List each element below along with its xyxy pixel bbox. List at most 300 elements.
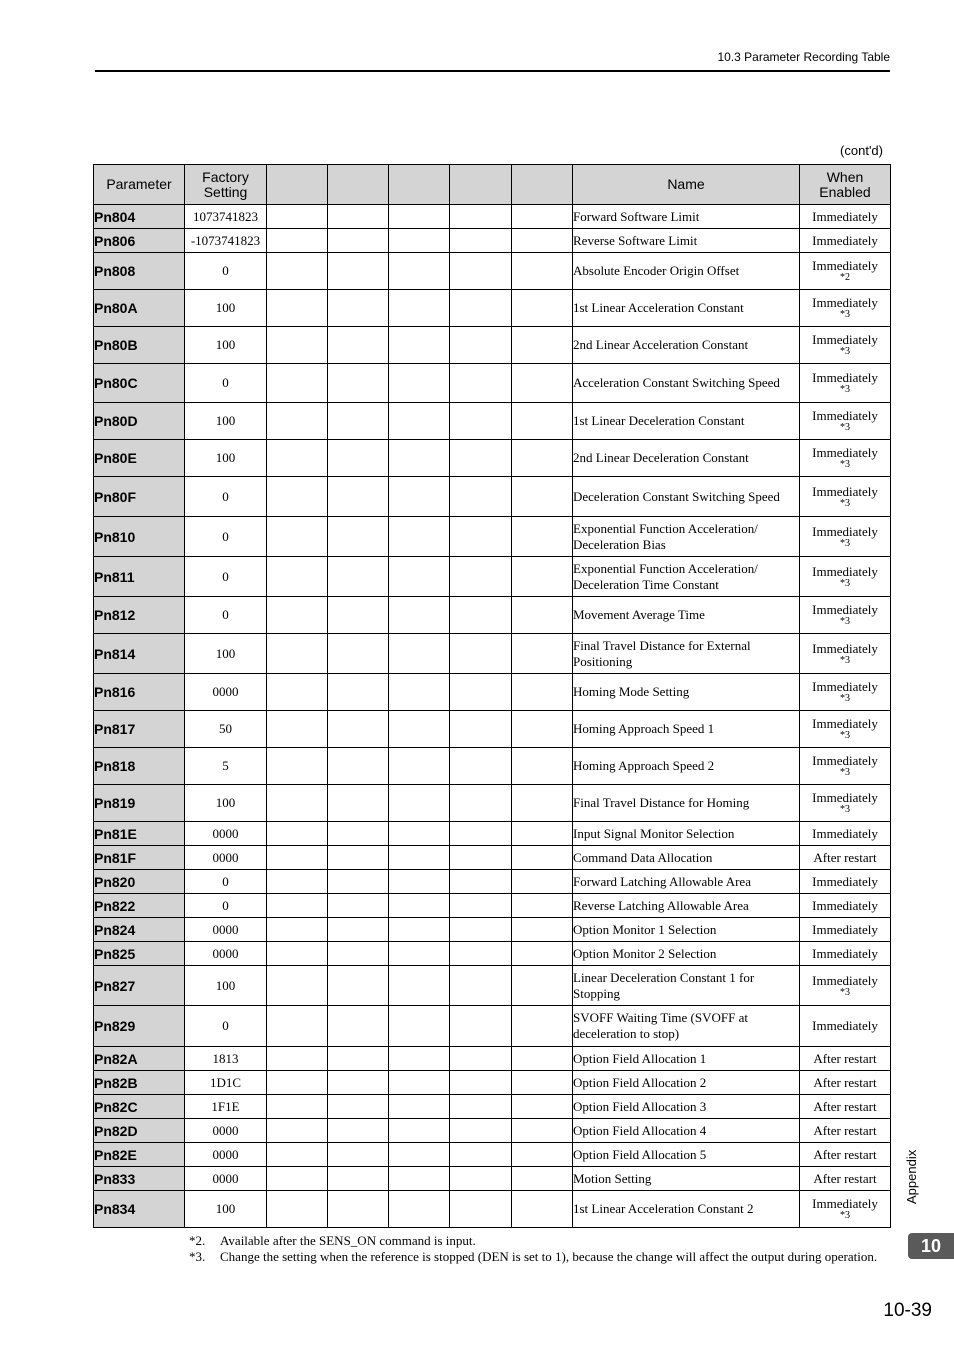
parameter-cell: Pn80D: [94, 403, 185, 440]
footnote-mark: *3.: [189, 1249, 206, 1264]
blank-cell: [450, 1191, 512, 1228]
blank-cell: [512, 942, 573, 966]
table-row: [94, 1047, 891, 1071]
blank-cell: [267, 403, 328, 440]
blank-cell: [328, 253, 389, 290]
when-enabled-cell: [800, 711, 891, 748]
blank-cell: [389, 674, 450, 711]
blank-cell: [389, 894, 450, 918]
name-cell: Option Field Allocation 5: [573, 1143, 800, 1167]
table-row: [94, 229, 891, 253]
parameter-table: [93, 164, 891, 1228]
blank-cell: [328, 711, 389, 748]
table-row: [94, 403, 891, 440]
blank-cell: [512, 894, 573, 918]
blank-cell: [450, 1095, 512, 1119]
blank-cell: [328, 327, 389, 364]
factory-setting-cell: 0000: [185, 822, 267, 846]
name-cell: Final Travel Distance for Homing: [573, 785, 800, 822]
footnote-text: Available after the SENS_ON command is input.: [220, 1233, 476, 1248]
when-enabled-text: After restart: [813, 1098, 877, 1114]
blank-cell: [267, 1095, 328, 1119]
name-cell: Homing Approach Speed 2: [573, 748, 800, 785]
table-body: [94, 205, 891, 1228]
blank-cell: [389, 327, 450, 364]
blank-cell: [267, 1006, 328, 1047]
blank-cell: [328, 1191, 389, 1228]
factory-setting-cell: 0000: [185, 1167, 267, 1191]
blank-cell: [267, 1047, 328, 1071]
blank-cell: [512, 1167, 573, 1191]
header-rule: [95, 70, 890, 72]
factory-setting-cell: 0000: [185, 674, 267, 711]
when-enabled-text: Immediately: [812, 825, 878, 841]
factory-setting-cell: 0: [185, 894, 267, 918]
table-row: [94, 785, 891, 822]
blank-cell: [328, 785, 389, 822]
parameter-cell: Pn80E: [94, 440, 185, 477]
blank-cell: [328, 1095, 389, 1119]
blank-cell: [512, 711, 573, 748]
factory-setting-cell: 0: [185, 557, 267, 597]
blank-cell: [328, 1143, 389, 1167]
blank-cell: [389, 403, 450, 440]
blank-cell: [450, 403, 512, 440]
factory-setting-cell: 0000: [185, 942, 267, 966]
blank-cell: [389, 1071, 450, 1095]
parameter-cell: Pn824: [94, 918, 185, 942]
footnote-ref: *3: [840, 346, 850, 357]
header-when-enabled: When Enabled: [800, 165, 891, 205]
footnote-ref: *3: [840, 384, 850, 395]
parameter-cell: Pn825: [94, 942, 185, 966]
name-cell: Option Field Allocation 1: [573, 1047, 800, 1071]
name-cell: Exponential Function Acceleration/ Deceleration Bias: [573, 517, 800, 557]
factory-setting-cell: 100: [185, 966, 267, 1006]
table-row: [94, 1167, 891, 1191]
blank-cell: [328, 1047, 389, 1071]
footnote-ref: *3: [840, 497, 850, 509]
blank-cell: [328, 674, 389, 711]
when-enabled-text: Immediately: [812, 945, 878, 961]
header-parameter: Parameter: [94, 165, 185, 205]
blank-cell: [512, 403, 573, 440]
table-row: [94, 674, 891, 711]
blank-cell: [328, 364, 389, 403]
when-enabled-cell: [800, 440, 891, 477]
when-enabled-text: After restart: [813, 849, 877, 865]
blank-cell: [512, 517, 573, 557]
blank-cell: [267, 1191, 328, 1228]
blank-cell: [267, 364, 328, 403]
blank-cell: [267, 597, 328, 634]
when-enabled-text: After restart: [813, 1074, 877, 1090]
parameter-cell: Pn82E: [94, 1143, 185, 1167]
blank-cell: [450, 229, 512, 253]
blank-cell: [328, 966, 389, 1006]
page-number: 10-39: [883, 1300, 932, 1321]
blank-cell: [512, 634, 573, 674]
table-row: [94, 870, 891, 894]
footnote-mark: *2.: [189, 1233, 206, 1248]
when-enabled-cell: [800, 1006, 891, 1047]
blank-cell: [267, 748, 328, 785]
table-row: [94, 942, 891, 966]
when-enabled-cell: [800, 1095, 891, 1119]
footnote-text: Change the setting when the reference is stopped (DEN is set to 1), because the change will affect the output during operation.: [220, 1249, 878, 1264]
blank-cell: [267, 477, 328, 517]
factory-setting-cell: 100: [185, 785, 267, 822]
when-enabled-cell: [800, 674, 891, 711]
when-enabled-text: Immediately: [812, 408, 878, 423]
when-enabled-cell: [800, 1047, 891, 1071]
blank-cell: [328, 517, 389, 557]
table-row: [94, 966, 891, 1006]
table-row: [94, 557, 891, 597]
footnote-ref: *3: [840, 654, 850, 666]
name-cell: Option Field Allocation 3: [573, 1095, 800, 1119]
blank-cell: [267, 1071, 328, 1095]
blank-cell: [389, 1006, 450, 1047]
blank-cell: [267, 870, 328, 894]
blank-cell: [512, 1071, 573, 1095]
name-cell: Homing Approach Speed 1: [573, 711, 800, 748]
blank-cell: [389, 253, 450, 290]
when-enabled-text: Immediately: [812, 370, 878, 385]
footnote-ref: *3: [840, 309, 850, 320]
name-cell: Reverse Software Limit: [573, 229, 800, 253]
name-cell: Acceleration Constant Switching Speed: [573, 364, 800, 403]
blank-cell: [512, 327, 573, 364]
blank-cell: [267, 846, 328, 870]
table-row: [94, 711, 891, 748]
blank-cell: [450, 557, 512, 597]
table-row: [94, 1006, 891, 1047]
blank-cell: [328, 634, 389, 674]
footnote-ref: *3: [840, 767, 850, 778]
factory-setting-cell: 0: [185, 870, 267, 894]
parameter-cell: Pn812: [94, 597, 185, 634]
table-row: [94, 894, 891, 918]
parameter-cell: Pn818: [94, 748, 185, 785]
factory-setting-cell: 0: [185, 597, 267, 634]
when-enabled-text: Immediately: [812, 445, 878, 460]
blank-cell: [328, 918, 389, 942]
blank-cell: [267, 785, 328, 822]
blank-cell: [450, 477, 512, 517]
blank-cell: [512, 253, 573, 290]
when-enabled-text: After restart: [813, 1146, 877, 1162]
blank-cell: [512, 785, 573, 822]
parameter-cell: Pn81F: [94, 846, 185, 870]
footnote-ref: *3: [840, 422, 850, 433]
factory-setting-cell: 0000: [185, 1143, 267, 1167]
blank-cell: [389, 711, 450, 748]
when-enabled-text: Immediately: [812, 716, 878, 731]
blank-cell: [450, 894, 512, 918]
when-enabled-text: Immediately: [812, 640, 878, 656]
when-enabled-cell: [800, 1167, 891, 1191]
factory-setting-cell: 100: [185, 403, 267, 440]
when-enabled-cell: [800, 966, 891, 1006]
blank-cell: [267, 440, 328, 477]
blank-cell: [267, 1167, 328, 1191]
parameter-cell: Pn810: [94, 517, 185, 557]
factory-setting-cell: 0: [185, 517, 267, 557]
factory-setting-cell: 1813: [185, 1047, 267, 1071]
parameter-cell: Pn822: [94, 894, 185, 918]
blank-cell: [450, 674, 512, 711]
factory-setting-cell: -1073741823: [185, 229, 267, 253]
name-cell: 2nd Linear Deceleration Constant: [573, 440, 800, 477]
continued-label: (cont'd): [840, 143, 883, 158]
factory-setting-cell: 0: [185, 1006, 267, 1047]
blank-cell: [389, 748, 450, 785]
blank-cell: [267, 894, 328, 918]
blank-cell: [512, 229, 573, 253]
factory-setting-cell: 0: [185, 364, 267, 403]
blank-cell: [267, 290, 328, 327]
when-enabled-cell: [800, 1071, 891, 1095]
factory-setting-cell: 50: [185, 711, 267, 748]
blank-cell: [512, 477, 573, 517]
blank-cell: [267, 327, 328, 364]
blank-cell: [328, 1071, 389, 1095]
parameter-cell: Pn820: [94, 870, 185, 894]
table-row: [94, 517, 891, 557]
blank-cell: [512, 748, 573, 785]
factory-setting-cell: 0000: [185, 918, 267, 942]
blank-cell: [389, 942, 450, 966]
when-enabled-text: Immediately: [812, 1018, 878, 1033]
header-factory-setting: Factory Setting: [185, 165, 267, 205]
blank-cell: [389, 966, 450, 1006]
blank-cell: [450, 846, 512, 870]
parameter-cell: Pn80B: [94, 327, 185, 364]
footnote-ref: *3: [840, 537, 850, 549]
when-enabled-cell: [800, 327, 891, 364]
blank-cell: [512, 440, 573, 477]
factory-setting-cell: 1D1C: [185, 1071, 267, 1095]
table-row: [94, 327, 891, 364]
blank-cell: [389, 634, 450, 674]
blank-cell: [450, 918, 512, 942]
table-row: [94, 364, 891, 403]
when-enabled-cell: [800, 1191, 891, 1228]
blank-cell: [450, 1143, 512, 1167]
footnote-ref: *3: [840, 459, 850, 470]
name-cell: 2nd Linear Acceleration Constant: [573, 327, 800, 364]
blank-cell: [512, 205, 573, 229]
table-row: [94, 253, 891, 290]
blank-cell: [328, 942, 389, 966]
parameter-cell: Pn804: [94, 205, 185, 229]
when-enabled-cell: [800, 517, 891, 557]
when-enabled-text: Immediately: [812, 897, 878, 913]
blank-cell: [512, 846, 573, 870]
blank-cell: [389, 517, 450, 557]
blank-cell: [328, 597, 389, 634]
table-row: [94, 748, 891, 785]
parameter-cell: Pn82C: [94, 1095, 185, 1119]
blank-cell: [450, 1006, 512, 1047]
when-enabled-text: Immediately: [812, 483, 878, 499]
when-enabled-cell: [800, 1119, 891, 1143]
name-cell: Movement Average Time: [573, 597, 800, 634]
when-enabled-cell: [800, 1143, 891, 1167]
blank-cell: [389, 918, 450, 942]
parameter-cell: Pn833: [94, 1167, 185, 1191]
factory-setting-cell: 100: [185, 327, 267, 364]
factory-setting-cell: 1073741823: [185, 205, 267, 229]
when-enabled-text: Immediately: [812, 563, 878, 579]
name-cell: 1st Linear Acceleration Constant: [573, 290, 800, 327]
footnote-ref: *3: [840, 730, 850, 741]
blank-cell: [450, 327, 512, 364]
name-cell: Exponential Function Acceleration/ Deceleration Time Constant: [573, 557, 800, 597]
table-row: [94, 634, 891, 674]
when-enabled-text: Immediately: [812, 523, 878, 539]
when-enabled-cell: [800, 785, 891, 822]
parameter-cell: Pn814: [94, 634, 185, 674]
blank-cell: [328, 440, 389, 477]
blank-cell: [512, 1047, 573, 1071]
when-enabled-cell: [800, 597, 891, 634]
name-cell: Final Travel Distance for External Positioning: [573, 634, 800, 674]
when-enabled-cell: [800, 229, 891, 253]
table-row: [94, 597, 891, 634]
blank-cell: [389, 846, 450, 870]
blank-cell: [389, 440, 450, 477]
blank-cell: [450, 364, 512, 403]
when-enabled-cell: [800, 822, 891, 846]
name-cell: Option Monitor 1 Selection: [573, 918, 800, 942]
parameter-cell: Pn817: [94, 711, 185, 748]
blank-cell: [267, 634, 328, 674]
footnote: [189, 1233, 889, 1249]
when-enabled-cell: [800, 748, 891, 785]
blank-cell: [512, 557, 573, 597]
blank-cell: [512, 966, 573, 1006]
name-cell: Option Monitor 2 Selection: [573, 942, 800, 966]
blank-cell: [450, 785, 512, 822]
blank-cell: [389, 364, 450, 403]
blank-cell: [512, 1191, 573, 1228]
blank-cell: [389, 1167, 450, 1191]
parameter-cell: Pn80F: [94, 477, 185, 517]
blank-cell: [267, 918, 328, 942]
parameter-cell: Pn819: [94, 785, 185, 822]
parameter-cell: Pn827: [94, 966, 185, 1006]
blank-cell: [328, 290, 389, 327]
when-enabled-text: Immediately: [812, 258, 878, 273]
name-cell: Deceleration Constant Switching Speed: [573, 477, 800, 517]
blank-cell: [267, 557, 328, 597]
when-enabled-cell: [800, 557, 891, 597]
table-row: [94, 822, 891, 846]
blank-cell: [512, 290, 573, 327]
when-enabled-text: Immediately: [812, 679, 878, 694]
name-cell: Reverse Latching Allowable Area: [573, 894, 800, 918]
blank-cell: [328, 870, 389, 894]
blank-cell: [328, 403, 389, 440]
blank-cell: [450, 440, 512, 477]
name-cell: Command Data Allocation: [573, 846, 800, 870]
blank-cell: [389, 1143, 450, 1167]
when-enabled-cell: [800, 894, 891, 918]
when-enabled-text: Immediately: [812, 921, 878, 937]
when-enabled-text: Immediately: [812, 972, 878, 988]
parameter-cell: Pn82A: [94, 1047, 185, 1071]
blank-cell: [328, 748, 389, 785]
factory-setting-cell: 0000: [185, 1119, 267, 1143]
blank-cell: [328, 205, 389, 229]
when-enabled-cell: [800, 253, 891, 290]
blank-cell: [450, 966, 512, 1006]
blank-cell: [267, 253, 328, 290]
blank-cell: [389, 1095, 450, 1119]
blank-cell: [512, 918, 573, 942]
when-enabled-text: Immediately: [812, 208, 878, 224]
blank-cell: [450, 748, 512, 785]
parameter-cell: Pn82B: [94, 1071, 185, 1095]
blank-cell: [512, 870, 573, 894]
table-row: [94, 918, 891, 942]
name-cell: Absolute Encoder Origin Offset: [573, 253, 800, 290]
table-row: [94, 205, 891, 229]
parameter-cell: Pn80A: [94, 290, 185, 327]
factory-setting-cell: 100: [185, 440, 267, 477]
chapter-tab: 10: [908, 1233, 954, 1259]
header-blank-3: [389, 165, 450, 205]
table-row: [94, 477, 891, 517]
when-enabled-cell: [800, 364, 891, 403]
when-enabled-text: After restart: [813, 1122, 877, 1138]
blank-cell: [450, 597, 512, 634]
header-blank-2: [328, 165, 389, 205]
blank-cell: [328, 894, 389, 918]
section-header: 10.3 Parameter Recording Table: [717, 50, 890, 64]
blank-cell: [328, 822, 389, 846]
blank-cell: [450, 822, 512, 846]
blank-cell: [512, 822, 573, 846]
table-row: [94, 846, 891, 870]
blank-cell: [512, 1006, 573, 1047]
blank-cell: [328, 1006, 389, 1047]
parameter-cell: Pn806: [94, 229, 185, 253]
footnote-ref: *3: [840, 804, 850, 815]
blank-cell: [512, 1095, 573, 1119]
parameter-cell: Pn82D: [94, 1119, 185, 1143]
header-blank-5: [512, 165, 573, 205]
blank-cell: [450, 290, 512, 327]
header-blank-4: [450, 165, 512, 205]
footnote-ref: *3: [840, 616, 850, 627]
blank-cell: [267, 229, 328, 253]
blank-cell: [450, 634, 512, 674]
blank-cell: [450, 1047, 512, 1071]
blank-cell: [389, 597, 450, 634]
parameter-cell: Pn81E: [94, 822, 185, 846]
blank-cell: [267, 1119, 328, 1143]
blank-cell: [512, 1143, 573, 1167]
blank-cell: [328, 1167, 389, 1191]
footnote-ref: *3: [840, 986, 850, 998]
blank-cell: [450, 1167, 512, 1191]
blank-cell: [450, 711, 512, 748]
name-cell: Forward Software Limit: [573, 205, 800, 229]
blank-cell: [450, 1119, 512, 1143]
